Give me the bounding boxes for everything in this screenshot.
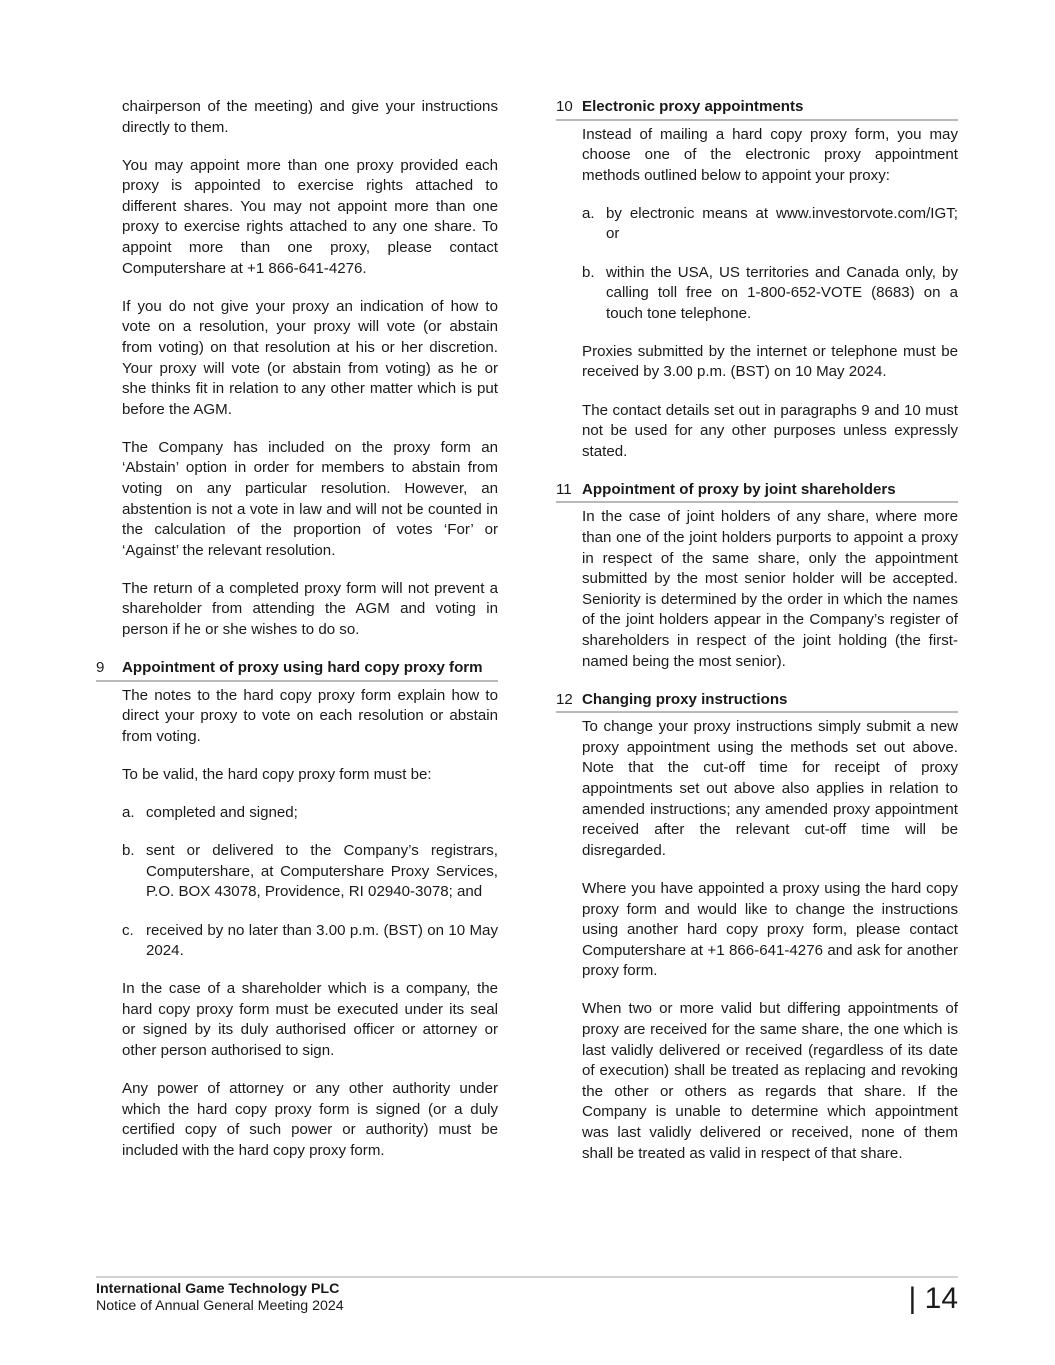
paragraph: In the case of a shareholder which is a company, the hard copy proxy form must be executed under its seal or signed by its duly authorised officer or attorney or other person authorised to sign. — [122, 980, 498, 1059]
list-marker: a. — [582, 204, 595, 222]
paragraph: chairperson of the meeting) and give your instructions directly to them. — [122, 98, 498, 136]
paragraph: The return of a completed proxy form will not prevent a shareholder from attending the AGM and voting in person if he or she wishes to do so. — [122, 579, 498, 639]
paragraph: The Company has included on the proxy form an ‘Abstain’ option in order for members to abstain from voting on any particular resolution. However, an abstention is not a vote in law and will not be counted in the calculation of the proportion of votes ‘For’ or ‘Against’ the relevant resolution. — [122, 438, 498, 559]
section-heading-9 — [96, 658, 498, 682]
section-11-body — [556, 507, 958, 672]
section-number: 10 — [556, 98, 573, 115]
section-number: 12 — [556, 690, 573, 708]
section-10-body — [556, 125, 958, 463]
paragraph: If you do not give your proxy an indication of how to vote on a resolution, your proxy will vote (or abstain from voting) on that resolution at his or her discretion. Your proxy will vote (or abstain from voting) as he or she thinks fit in relation to any other matter which is put before the AGM. — [122, 297, 498, 418]
list-item — [582, 204, 958, 245]
paragraph: The contact details set out in paragraphs 9 and 10 must not be used for any other purposes unless expressly stated. — [582, 401, 958, 460]
page-number: | 14 — [908, 1282, 958, 1315]
section-heading-10 — [556, 97, 958, 121]
page-footer — [96, 1276, 958, 1315]
paragraph: In the case of joint holders of any share, where more than one of the joint holders purports to appoint a proxy in respect of the same share, only the appointment submitted by the most senior holder will be accepted. Seniority is determined by the order in which the names of the joint holders appear in the Company’s register of shareholders in respect of the joint holding (the first-named being the most senior). — [582, 508, 958, 670]
list-text: by electronic means at www.investorvote.com/IGT; or — [606, 204, 958, 243]
list-marker: c. — [122, 921, 134, 939]
section-number: 11 — [556, 480, 572, 498]
list-item — [582, 263, 958, 325]
section-9-body — [96, 686, 498, 1162]
list-item — [122, 921, 498, 962]
paragraph: The notes to the hard copy proxy form explain how to direct your proxy to vote on each resolution or abstain from voting. — [122, 686, 498, 745]
list-item — [122, 803, 498, 824]
list-text: within the USA, US territories and Canada only, by calling toll free on 1-800-652-VOTE (8683) on a touch tone telephone. — [606, 263, 958, 322]
paragraph: Instead of mailing a hard copy proxy form, you may choose one of the electronic proxy appointment methods outlined below to appoint your proxy: — [582, 125, 958, 184]
section-title: Appointment of proxy using hard copy proxy form — [122, 659, 483, 677]
footer-doc-title: Notice of Annual General Meeting 2024 — [96, 1298, 344, 1314]
list-marker: b. — [582, 263, 595, 281]
left-column — [96, 97, 498, 1179]
section-number: 9 — [96, 659, 105, 677]
list-text: completed and signed; — [146, 804, 298, 822]
right-column — [556, 97, 958, 1182]
paragraph: Where you have appointed a proxy using the hard copy proxy form and would like to change the instructions using another hard copy proxy form, please contact Computershare at +1 866-641-4276 and ask for another proxy form. — [582, 879, 958, 980]
section-title: Appointment of proxy by joint shareholders — [582, 480, 896, 498]
section-heading-11 — [556, 480, 958, 504]
footer-company: International Game Technology PLC — [96, 1281, 340, 1297]
paragraph: You may appoint more than one proxy provided each proxy is appointed to exercise rights attached to different shares. You may not appoint more than one proxy to exercise rights attached to any one share. To appoint more than one proxy, please contact Computershare at +1 866-641-4276. — [122, 156, 498, 277]
section-title: Changing proxy instructions — [582, 690, 788, 708]
paragraph: To be valid, the hard copy proxy form must be: — [122, 766, 432, 784]
paragraph: Proxies submitted by the internet or telephone must be received by 3.00 p.m. (BST) on 10 May 2024. — [582, 342, 958, 381]
list-text: received by no later than 3.00 p.m. (BST) on 10 May 2024. — [146, 921, 498, 960]
list-marker: a. — [122, 804, 135, 822]
list-text: sent or delivered to the Company’s registrars, Computershare, at Computershare Proxy Services, P.O. BOX 43078, Providence, RI 02940-3078; and — [146, 842, 498, 901]
left-body — [96, 97, 498, 641]
paragraph: Any power of attorney or any other authority under which the hard copy proxy form is signed (or a duly certified copy of such power or authority) must be included with the hard copy proxy form. — [122, 1080, 498, 1159]
section-title: Electronic proxy appointments — [582, 98, 804, 115]
paragraph: When two or more valid but differing appointments of proxy are received for the same share, the one which is last validly delivered or received (regardless of its date of execution) shall be treated as replacing and revoking the other or others as regards that share. If the Company is unable to determine which appointment was last validly delivered or received, none of them shall be treated as valid in respect of that share. — [582, 1000, 958, 1162]
list-marker: b. — [122, 842, 135, 860]
section-heading-12 — [556, 690, 958, 714]
paragraph: To change your proxy instructions simply submit a new proxy appointment using the methods set out above. Note that the cut-off time for receipt of proxy appointments set out above also applies in relation to amended instructions; any amended proxy appointment received after the relevant cut-off time will be disregarded. — [582, 718, 958, 859]
list-item — [122, 841, 498, 903]
section-12-body — [556, 717, 958, 1164]
